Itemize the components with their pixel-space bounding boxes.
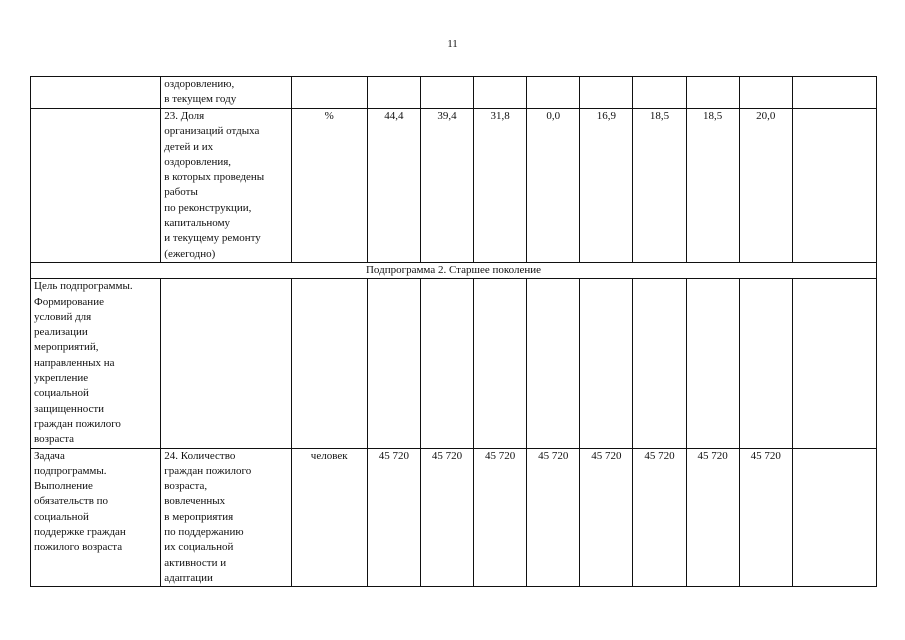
value-cell: 45 720 bbox=[367, 448, 420, 587]
value-cell: 44,4 bbox=[367, 109, 420, 263]
value-cell: 45 720 bbox=[527, 448, 580, 587]
table-row bbox=[31, 448, 877, 587]
value-cell bbox=[420, 77, 473, 109]
value-cell bbox=[474, 77, 527, 109]
extra-cell bbox=[792, 77, 876, 109]
value-cell: 18,5 bbox=[686, 109, 739, 263]
unit-cell: % bbox=[291, 109, 367, 263]
value-cell: 45 720 bbox=[420, 448, 473, 587]
value-cell bbox=[527, 77, 580, 109]
goal-cell: Цель подпрограммы. Формирование условий для реализации мероприятий, направленных на укрепление социальной защищенности граждан пожилого возраста bbox=[31, 279, 161, 448]
indicators-table bbox=[30, 76, 877, 587]
value-cell: 39,4 bbox=[420, 109, 473, 263]
value-cell: 0,0 bbox=[527, 109, 580, 263]
value-cell bbox=[580, 77, 633, 109]
value-cell: 18,5 bbox=[633, 109, 686, 263]
value-cell: 16,9 bbox=[580, 109, 633, 263]
value-cell: 45 720 bbox=[474, 448, 527, 587]
value-cell bbox=[633, 77, 686, 109]
table-row bbox=[31, 77, 877, 109]
goal-cell bbox=[31, 77, 161, 109]
table-row bbox=[31, 109, 877, 263]
value-cell: 20,0 bbox=[739, 109, 792, 263]
value-cell: 45 720 bbox=[633, 448, 686, 587]
unit-cell bbox=[291, 77, 367, 109]
value-cell bbox=[367, 77, 420, 109]
table-row bbox=[31, 279, 877, 448]
unit-cell: человек bbox=[291, 448, 367, 587]
value-cell bbox=[739, 279, 792, 448]
value-cell: 45 720 bbox=[739, 448, 792, 587]
section-title: Подпрограмма 2. Старшее поколение bbox=[31, 262, 877, 278]
value-cell: 31,8 bbox=[474, 109, 527, 263]
extra-cell bbox=[792, 279, 876, 448]
value-cell bbox=[686, 279, 739, 448]
value-cell bbox=[474, 279, 527, 448]
value-cell bbox=[633, 279, 686, 448]
indicator-cell: оздоровлению, в текущем году bbox=[161, 77, 291, 109]
extra-cell bbox=[792, 109, 876, 263]
value-cell bbox=[420, 279, 473, 448]
value-cell bbox=[686, 77, 739, 109]
section-row bbox=[31, 262, 877, 278]
value-cell: 45 720 bbox=[580, 448, 633, 587]
indicator-cell bbox=[161, 279, 291, 448]
goal-cell: Задача подпрограммы. Выполнение обязательств по социальной поддержке граждан пожилого возраста bbox=[31, 448, 161, 587]
page-number: 11 bbox=[447, 38, 458, 50]
goal-cell bbox=[31, 109, 161, 263]
value-cell bbox=[739, 77, 792, 109]
value-cell bbox=[580, 279, 633, 448]
value-cell bbox=[527, 279, 580, 448]
indicator-cell: 23. Доля организаций отдыха детей и их оздоровления, в которых проведены работы по реконструкции, капитальному и текущему ремонту (ежегодно) bbox=[161, 109, 291, 263]
indicator-cell: 24. Количество граждан пожилого возраста, вовлеченных в мероприятия по поддержанию их социальной активности и адаптации bbox=[161, 448, 291, 587]
extra-cell bbox=[792, 448, 876, 587]
unit-cell bbox=[291, 279, 367, 448]
value-cell bbox=[367, 279, 420, 448]
value-cell: 45 720 bbox=[686, 448, 739, 587]
